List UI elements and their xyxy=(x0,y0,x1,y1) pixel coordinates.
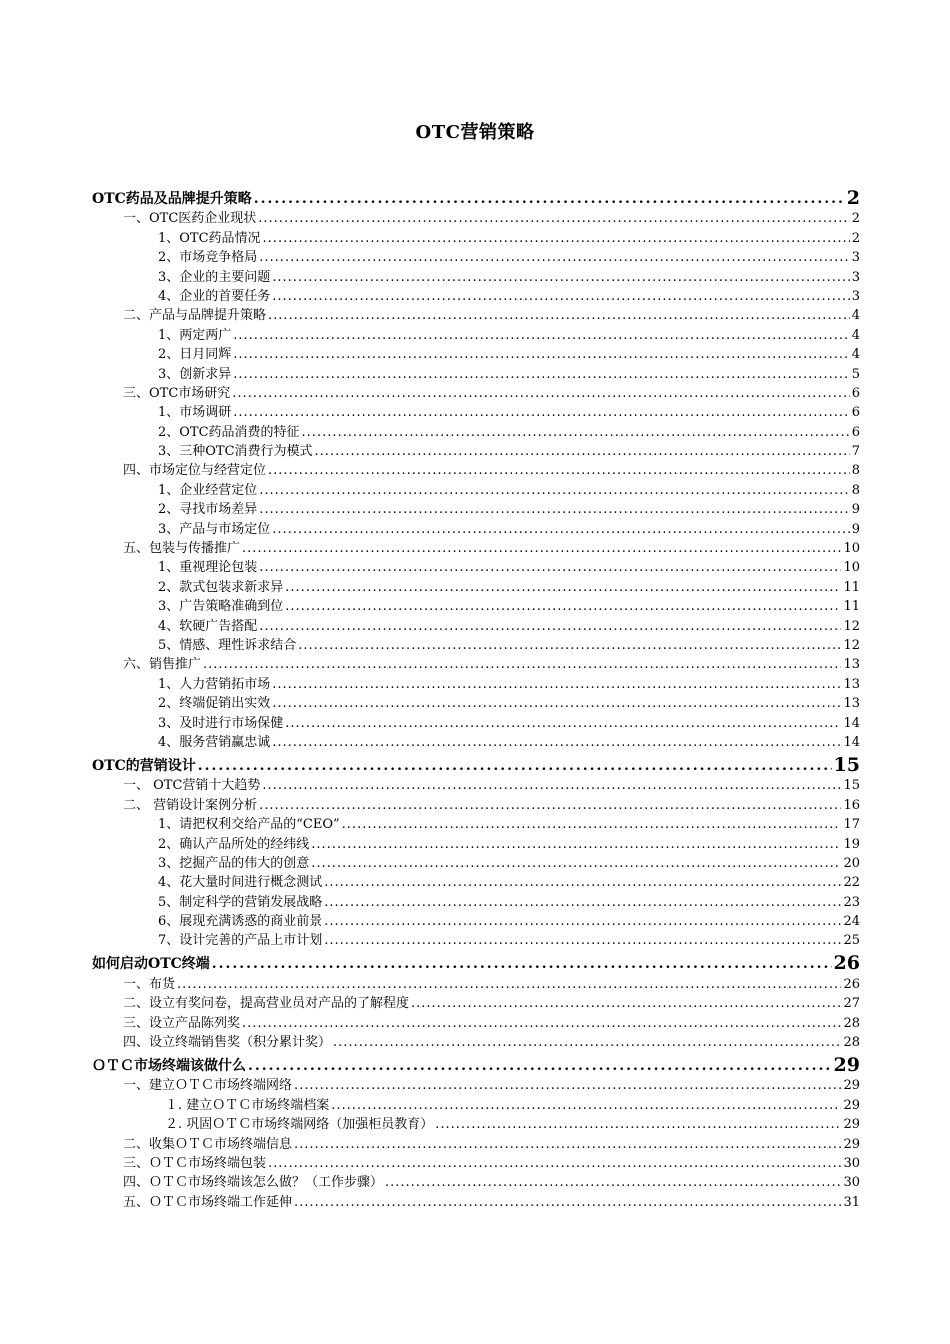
toc-entry-label: ＯＴＣ市场终端该做什么 xyxy=(92,1058,246,1075)
toc-entry-label: 六、销售推广 xyxy=(123,657,202,673)
toc-entry-page-number: 24 xyxy=(843,914,860,930)
toc-entry-page-number: 19 xyxy=(843,836,860,852)
toc-entry[interactable] xyxy=(92,1153,860,1172)
toc-dot-leader xyxy=(233,346,849,363)
toc-entry-page-number: 29 xyxy=(843,1097,860,1113)
toc-entry-label: ２. 巩固ＯＴＣ市场终端网络（加强柜员教育） xyxy=(165,1117,434,1133)
toc-entry-label: 2、终端促销出实效 xyxy=(158,696,271,712)
toc-entry-page-number: 10 xyxy=(843,560,860,576)
toc-entry[interactable] xyxy=(92,993,860,1012)
toc-entry-label: 三、OTC市场研究 xyxy=(123,385,231,401)
toc-entry[interactable] xyxy=(92,949,860,973)
toc-entry-label: 三、ＯＴＣ市场终端包装 xyxy=(123,1155,267,1171)
toc-dot-leader xyxy=(248,1058,832,1075)
toc-entry-label: 一、 OTC营销十大趋势 xyxy=(123,778,261,794)
toc-dot-leader xyxy=(311,836,841,853)
toc-dot-leader xyxy=(435,1116,841,1133)
toc-entry-page-number: 16 xyxy=(843,797,860,813)
toc-entry-page-number: 3 xyxy=(851,250,860,266)
toc-entry-label: 1、重视理论包装 xyxy=(158,560,258,576)
toc-dot-leader xyxy=(272,269,849,286)
toc-entry-page-number: 9 xyxy=(851,521,860,537)
toc-dot-leader xyxy=(331,1097,841,1114)
toc-entry-label: 一、OTC医药企业现状 xyxy=(123,211,257,227)
toc-dot-leader xyxy=(411,995,841,1012)
toc-entry-page-number: 6 xyxy=(851,405,860,421)
toc-entry-page-number: 28 xyxy=(843,1015,860,1031)
toc-dot-leader xyxy=(298,637,841,654)
toc-entry[interactable] xyxy=(92,421,860,440)
toc-entry-page-number: 26 xyxy=(843,976,860,992)
toc-entry-label: 7、设计完善的产品上市计划 xyxy=(158,933,323,949)
toc-dot-leader xyxy=(324,932,841,949)
toc-entry[interactable] xyxy=(92,208,860,227)
toc-entry-label: 3、及时进行市场保健 xyxy=(158,715,284,731)
toc-entry-label: 二、设立有奖问卷，提高营业员对产品的了解程度 xyxy=(123,996,410,1012)
toc-entry-label: 五、ＯＴＣ市场终端工作延伸 xyxy=(123,1194,293,1210)
toc-entry-label: 3、企业的主要问题 xyxy=(158,269,271,285)
toc-entry[interactable] xyxy=(92,814,860,833)
toc-entry-label: 3、产品与市场定位 xyxy=(158,521,271,537)
toc-entry-page-number: 6 xyxy=(851,385,860,401)
table-of-contents xyxy=(92,184,860,1211)
toc-entry-label: 5、制定科学的营销发展战略 xyxy=(158,894,323,910)
toc-dot-leader xyxy=(268,307,850,324)
toc-entry[interactable] xyxy=(92,1094,860,1113)
toc-entry[interactable] xyxy=(92,441,860,460)
toc-dot-leader xyxy=(272,695,841,712)
toc-dot-leader xyxy=(294,1136,841,1153)
toc-entry[interactable] xyxy=(92,383,860,402)
toc-entry-label: 1、企业经营定位 xyxy=(158,482,258,498)
toc-entry-page-number: 4 xyxy=(851,347,860,363)
toc-dot-leader xyxy=(311,855,841,872)
toc-entry-page-number: 6 xyxy=(851,424,860,440)
toc-dot-leader xyxy=(315,443,850,460)
toc-entry-label: 四、市场定位与经营定位 xyxy=(123,463,267,479)
toc-entry-label: 1、两定两广 xyxy=(158,327,232,343)
toc-entry[interactable] xyxy=(92,576,860,595)
toc-dot-leader xyxy=(233,366,849,383)
toc-entry-page-number: 14 xyxy=(843,715,860,731)
toc-entry-page-number: 2 xyxy=(851,230,860,246)
toc-entry-label: 五、包装与传播推广 xyxy=(123,541,241,557)
toc-entry-page-number: 31 xyxy=(843,1194,860,1210)
toc-entry-page-number: 14 xyxy=(843,734,860,750)
toc-entry[interactable] xyxy=(92,266,860,285)
toc-entry[interactable] xyxy=(92,1191,860,1210)
toc-entry-label: 3、创新求异 xyxy=(158,366,232,382)
toc-entry[interactable] xyxy=(92,853,860,872)
toc-entry[interactable] xyxy=(92,1114,860,1133)
toc-entry-label: 一、建立ＯＴＣ市场终端网络 xyxy=(123,1078,293,1094)
toc-entry[interactable] xyxy=(92,402,860,421)
toc-entry-page-number: 27 xyxy=(843,996,860,1012)
toc-entry-label: 4、企业的首要任务 xyxy=(158,288,271,304)
toc-dot-leader xyxy=(232,385,849,402)
toc-entry[interactable] xyxy=(92,794,860,813)
toc-entry-page-number: 15 xyxy=(843,778,860,794)
toc-dot-leader xyxy=(212,956,832,973)
toc-dot-leader xyxy=(272,676,841,693)
toc-entry-page-number: 29 xyxy=(833,1054,860,1076)
toc-entry-page-number: 13 xyxy=(843,696,860,712)
toc-dot-leader xyxy=(302,424,850,441)
toc-entry-label: 3、挖掘产品的伟大的创意 xyxy=(158,855,310,871)
toc-entry-label: １. 建立ＯＴＣ市场终端档案 xyxy=(165,1097,330,1113)
toc-dot-leader xyxy=(263,230,850,247)
toc-entry[interactable] xyxy=(92,930,860,949)
toc-entry[interactable] xyxy=(92,1051,860,1075)
toc-entry[interactable] xyxy=(92,1133,860,1152)
toc-entry-label: OTC药品及品牌提升策略 xyxy=(92,191,252,207)
toc-entry[interactable] xyxy=(92,479,860,498)
toc-entry[interactable] xyxy=(92,363,860,382)
toc-dot-leader xyxy=(385,1174,841,1191)
toc-entry-page-number: 7 xyxy=(851,444,860,460)
toc-dot-leader xyxy=(258,210,849,227)
toc-entry-page-number: 20 xyxy=(843,855,860,871)
toc-entry[interactable] xyxy=(92,654,860,673)
toc-entry[interactable] xyxy=(92,911,860,930)
toc-entry[interactable] xyxy=(92,286,860,305)
toc-entry[interactable] xyxy=(92,596,860,615)
toc-dot-leader xyxy=(262,777,841,794)
toc-entry[interactable] xyxy=(92,344,860,363)
toc-entry[interactable] xyxy=(92,635,860,654)
toc-entry[interactable] xyxy=(92,247,860,266)
toc-entry[interactable] xyxy=(92,1032,860,1051)
toc-entry-page-number: 4 xyxy=(851,327,860,343)
toc-dot-leader xyxy=(342,816,842,833)
toc-entry-label: 5、情感、理性诉求结合 xyxy=(158,637,297,653)
toc-entry-page-number: 30 xyxy=(843,1155,860,1171)
toc-entry-label: OTC的营销设计 xyxy=(92,757,196,774)
toc-entry-label: 4、软硬广告搭配 xyxy=(158,618,258,634)
toc-dot-leader xyxy=(242,1015,841,1032)
toc-entry[interactable] xyxy=(92,891,860,910)
toc-entry-page-number: 29 xyxy=(843,1117,860,1133)
toc-entry[interactable] xyxy=(92,751,860,775)
toc-dot-leader xyxy=(324,894,841,911)
toc-entry[interactable] xyxy=(92,460,860,479)
toc-dot-leader xyxy=(259,559,841,576)
toc-dot-leader xyxy=(268,462,850,479)
toc-entry-page-number: 12 xyxy=(843,618,860,634)
toc-entry-page-number: 17 xyxy=(843,817,860,833)
toc-entry-page-number: 10 xyxy=(843,541,860,557)
toc-entry[interactable] xyxy=(92,499,860,518)
toc-entry-label: 4、服务营销赢忠诚 xyxy=(158,734,271,750)
toc-dot-leader xyxy=(324,874,841,891)
toc-entry-label: 3、广告策略准确到位 xyxy=(158,599,284,615)
toc-entry-label: 2、日月同辉 xyxy=(158,347,232,363)
toc-entry[interactable] xyxy=(92,1012,860,1031)
toc-entry-page-number: 4 xyxy=(851,308,860,324)
toc-dot-leader xyxy=(177,976,841,993)
toc-entry-page-number: 2 xyxy=(851,211,860,227)
toc-entry-page-number: 11 xyxy=(843,579,860,595)
toc-entry-label: 6、展现充满诱惑的商业前景 xyxy=(158,914,323,930)
toc-dot-leader xyxy=(254,191,845,208)
toc-dot-leader xyxy=(285,598,841,615)
toc-entry[interactable] xyxy=(92,1075,860,1094)
toc-dot-leader xyxy=(333,1034,841,1051)
toc-entry[interactable] xyxy=(92,557,860,576)
toc-entry-label: 2、市场竞争格局 xyxy=(158,250,258,266)
toc-dot-leader xyxy=(272,288,849,305)
toc-entry-page-number: 3 xyxy=(851,288,860,304)
toc-entry-label: 一、布货 xyxy=(123,976,176,992)
toc-entry[interactable] xyxy=(92,518,860,537)
toc-entry-label: 1、OTC药品情况 xyxy=(158,230,261,246)
toc-entry[interactable] xyxy=(92,872,860,891)
toc-entry-label: 2、款式包装求新求异 xyxy=(158,579,284,595)
toc-dot-leader xyxy=(268,1155,841,1172)
toc-entry[interactable] xyxy=(92,1172,860,1191)
toc-entry[interactable] xyxy=(92,732,860,751)
toc-entry-page-number: 13 xyxy=(843,676,860,692)
toc-dot-leader xyxy=(272,521,849,538)
toc-entry-page-number: 3 xyxy=(851,269,860,285)
toc-entry-label: 二、产品与品牌提升策略 xyxy=(123,308,267,324)
toc-dot-leader xyxy=(198,758,832,775)
toc-entry-page-number: 29 xyxy=(843,1136,860,1152)
toc-entry[interactable] xyxy=(92,775,860,794)
toc-dot-leader xyxy=(259,482,849,499)
toc-entry[interactable] xyxy=(92,973,860,992)
toc-entry-label: 三、设立产品陈列奖 xyxy=(123,1015,241,1031)
toc-entry-page-number: 28 xyxy=(843,1035,860,1051)
toc-entry[interactable] xyxy=(92,673,860,692)
toc-entry-page-number: 9 xyxy=(851,502,860,518)
toc-entry[interactable] xyxy=(92,712,860,731)
toc-entry-label: 2、确认产品所处的经纬线 xyxy=(158,836,310,852)
toc-entry-page-number: 5 xyxy=(851,366,860,382)
toc-entry[interactable] xyxy=(92,693,860,712)
toc-entry-label: 1、请把权利交给产品的“CEO” xyxy=(158,817,340,833)
toc-entry-page-number: 25 xyxy=(843,933,860,949)
toc-dot-leader xyxy=(233,327,849,344)
toc-entry[interactable] xyxy=(92,184,860,208)
toc-entry-page-number: 8 xyxy=(851,463,860,479)
toc-entry[interactable] xyxy=(92,833,860,852)
toc-entry-label: 二、收集ＯＴＣ市场终端信息 xyxy=(123,1136,293,1152)
toc-dot-leader xyxy=(233,404,849,421)
toc-entry-label: 二、 营销设计案例分析 xyxy=(123,797,258,813)
toc-entry[interactable] xyxy=(92,615,860,634)
toc-entry-page-number: 13 xyxy=(843,657,860,673)
toc-entry-page-number: 12 xyxy=(843,637,860,653)
toc-entry-label: 4、花大量时间进行概念测试 xyxy=(158,875,323,891)
toc-dot-leader xyxy=(259,249,849,266)
toc-dot-leader xyxy=(259,618,841,635)
toc-entry-page-number: 30 xyxy=(843,1175,860,1191)
toc-entry[interactable] xyxy=(92,305,860,324)
toc-dot-leader xyxy=(272,734,841,751)
toc-dot-leader xyxy=(203,656,841,673)
toc-entry[interactable] xyxy=(92,324,860,343)
toc-entry-page-number: 8 xyxy=(851,482,860,498)
toc-entry-page-number: 11 xyxy=(843,599,860,615)
toc-dot-leader xyxy=(294,1077,841,1094)
toc-entry-page-number: 29 xyxy=(843,1078,860,1094)
toc-dot-leader xyxy=(285,715,841,732)
toc-entry-page-number: 15 xyxy=(833,753,860,775)
document-title: OTC营销策略 xyxy=(415,122,535,143)
toc-entry-label: 3、三种OTC消费行为模式 xyxy=(158,444,313,460)
toc-entry-page-number: 26 xyxy=(833,952,860,974)
toc-entry-page-number: 2 xyxy=(846,187,860,208)
toc-entry-page-number: 22 xyxy=(843,875,860,891)
toc-entry-label: 2、寻找市场差异 xyxy=(158,502,258,518)
toc-entry[interactable] xyxy=(92,227,860,246)
toc-dot-leader xyxy=(259,501,849,518)
toc-dot-leader xyxy=(294,1194,841,1211)
toc-entry-page-number: 23 xyxy=(843,894,860,910)
toc-entry-label: 如何启动OTC终端 xyxy=(92,956,210,973)
toc-dot-leader xyxy=(285,579,841,596)
toc-entry-label: 2、OTC药品消费的特征 xyxy=(158,424,300,440)
toc-dot-leader xyxy=(242,540,841,557)
toc-dot-leader xyxy=(259,797,841,814)
toc-entry-label: 1、市场调研 xyxy=(158,405,232,421)
toc-entry-label: 四、ＯＴＣ市场终端该怎么做？（工作步骤） xyxy=(123,1175,384,1191)
toc-entry-label: 1、人力营销拓市场 xyxy=(158,676,271,692)
toc-dot-leader xyxy=(324,913,841,930)
toc-entry[interactable] xyxy=(92,538,860,557)
toc-entry-label: 四、设立终端销售奖（积分累计奖） xyxy=(123,1035,332,1051)
